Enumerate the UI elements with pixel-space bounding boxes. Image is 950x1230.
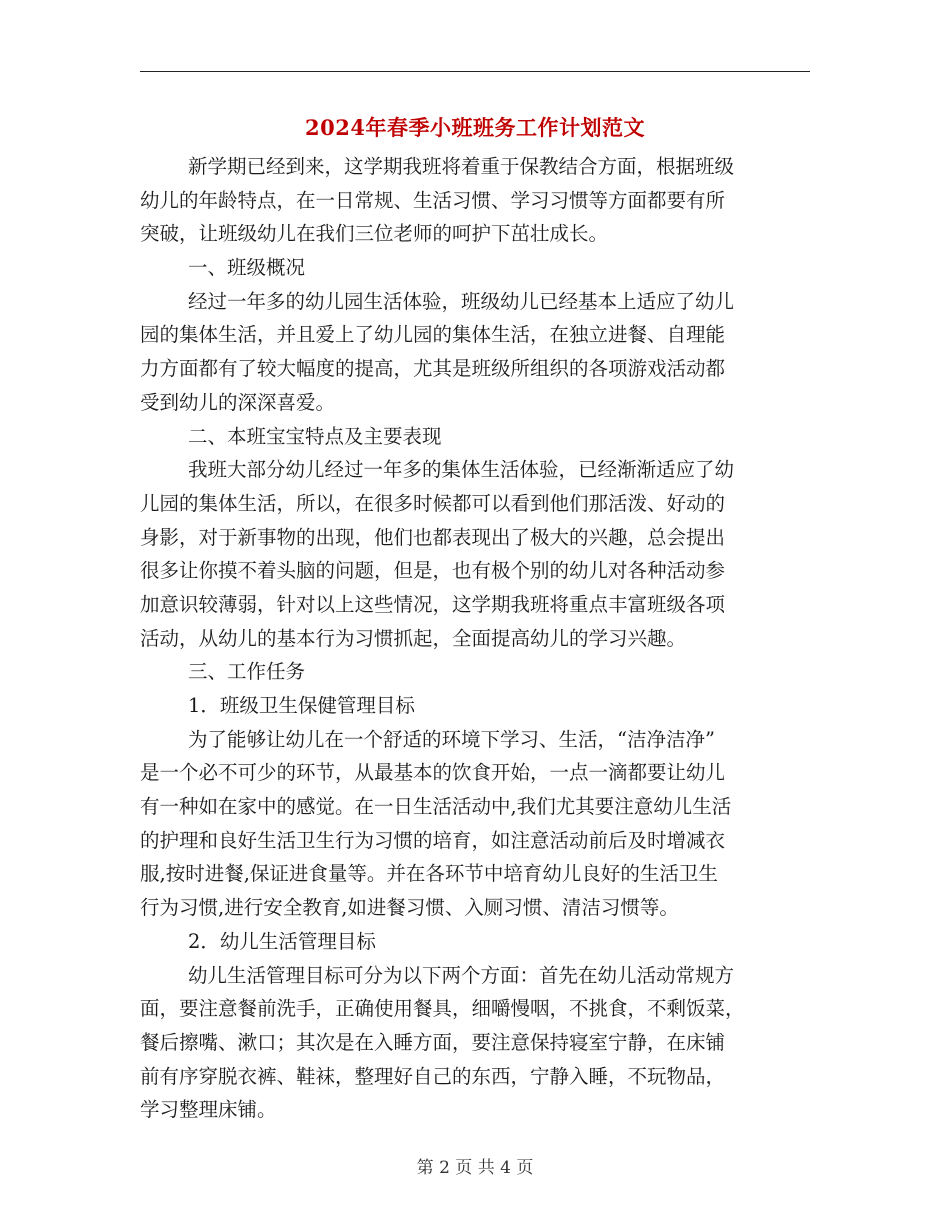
text-line: 一、班级概况 [188, 256, 306, 280]
text-line: 经过一年多的幼儿园生活体验，班级幼儿已经基本上适应了幼儿 [188, 289, 735, 313]
text-line: 园的集体生活，并且爱上了幼儿园的集体生活，在独立进餐、自理能 [140, 323, 726, 347]
text-line: 突破，让班级幼儿在我们三位老师的呵护下茁壮成长。 [140, 222, 609, 246]
text-line: 学习整理床铺。 [140, 1098, 277, 1122]
text-line: 面，要注意餐前洗手，正确使用餐具，细嚼慢咽，不挑食，不剩饭菜， [140, 997, 745, 1021]
text-line: 力方面都有了较大幅度的提高，尤其是班级所组织的各项游戏活动都 [140, 357, 726, 381]
text-line: 有一种如在家中的感觉。在一日生活活动中,我们尤其要注意幼儿生活 [140, 795, 732, 819]
text-line: 很多让你摸不着头脑的问题，但是，也有极个别的幼儿对各种活动参 [140, 559, 726, 583]
text-line: 服,按时进餐,保证进食量等。并在各环节中培育幼儿良好的生活卫生 [140, 862, 718, 886]
text-line: 是一个必不可少的环节，从最基本的饮食开始，一点一滴都要让幼儿 [140, 761, 726, 785]
page-number-footer: 第 2 页 共 4 页 [416, 1158, 534, 1178]
text-line: 新学期已经到来，这学期我班将着重于保教结合方面，根据班级 [188, 155, 735, 178]
document-body [140, 150, 805, 1127]
text-line: 1．班级卫生保健管理目标 [188, 694, 415, 717]
text-line: 2．幼儿生活管理目标 [188, 929, 376, 953]
text-line: 我班大部分幼儿经过一年多的集体生活体验，已经渐渐适应了幼 [188, 458, 735, 482]
text-line: 的护理和良好生活卫生行为习惯的培育，如注意活动前后及时增减衣 [140, 828, 726, 852]
text-line: 幼儿生活管理目标可分为以下两个方面：首先在幼儿活动常规方 [188, 963, 735, 987]
header-rule [140, 71, 810, 72]
text-line: 活动，从幼儿的基本行为习惯抓起，全面提高幼儿的学习兴趣。 [140, 626, 687, 650]
text-line: 受到幼儿的深深喜爱。 [140, 390, 336, 414]
text-line: 幼儿的年龄特点，在一日常规、生活习惯、学习习惯等方面都要有所 [140, 188, 726, 212]
text-line: 行为习惯,进行安全教育,如进餐习惯、入厕习惯、清洁习惯等。 [140, 896, 679, 920]
document-title: 2024年春季小班班务工作计划范文 [305, 115, 645, 140]
text-line: 身影，对于新事物的出现，他们也都表现出了极大的兴趣，总会提出 [140, 525, 726, 549]
text-line: 加意识较薄弱，针对以上这些情况，这学期我班将重点丰富班级各项 [140, 592, 726, 616]
text-line: 餐后擦嘴、漱口；其次是在入睡方面，要注意保持寝室宁静，在床铺 [140, 1030, 726, 1054]
text-line: 为了能够让幼儿在一个舒适的环境下学习、生活，“洁净洁净” [188, 727, 715, 751]
text-line: 儿园的集体生活，所以，在很多时候都可以看到他们那活泼、好动的 [140, 491, 726, 515]
text-line: 前有序穿脱衣裤、鞋袜，整理好自己的东西，宁静入睡，不玩物品， [140, 1064, 726, 1088]
text-line: 二、本班宝宝特点及主要表现 [188, 424, 442, 448]
text-line: 三、工作任务 [188, 660, 306, 684]
